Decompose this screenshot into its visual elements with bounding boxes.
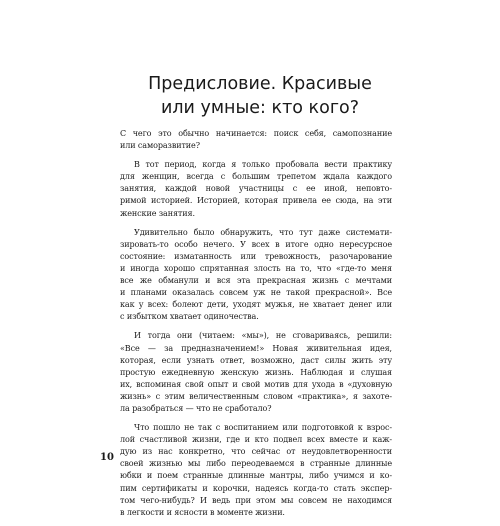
- text-line: Удивительно было обнаружить, что тут даже системати-: [134, 227, 392, 237]
- text-line: женские занятия.: [120, 208, 195, 218]
- page-number: 10: [100, 452, 114, 463]
- text-line: для женщин, всегда с большим трепетом ждала каждого: [120, 172, 392, 182]
- text-line: их, вспоминая свой опыт и свой мотив для ухода в «духовную: [120, 379, 392, 389]
- text-line: все же обманули и вся эта прекрасная жизнь с мечтами: [120, 276, 392, 286]
- text-line: ла разобраться — что не сработало?: [120, 403, 272, 413]
- text-line: как у всех: болеют дети, уходят мужья, не хватает денег или: [120, 300, 392, 310]
- text-line: пим сертификаты и корочки, надеясь когда-то стать экспер-: [120, 483, 392, 493]
- body-text: [120, 128, 392, 526]
- paragraph: [120, 227, 392, 324]
- text-line: зировать-то особо нечего. У всех в итоге одно нересурсное: [120, 239, 392, 249]
- chapter-title-line-1: Предисловие. Красивые: [148, 74, 372, 94]
- text-line: занятия, каждой новой участницы с ее иной, неповто-: [120, 184, 392, 194]
- text-line: с избытком хватает одиночества.: [120, 312, 259, 322]
- text-line: дую из нас конкретно, что сейчас от неудовлетворенности: [120, 447, 392, 457]
- text-line: или саморазвитие?: [120, 141, 200, 151]
- text-line: С чего это обычно начинается: поиск себя, самопознание: [120, 129, 392, 138]
- text-line: том чего-нибудь? И ведь при этом мы совсем не находимся: [120, 495, 392, 505]
- paragraph: [120, 128, 392, 152]
- chapter-title-line-2: или умные: кто кого?: [160, 98, 360, 118]
- text-line: римой историей. Историей, которая привела ее сюда, на эти: [120, 196, 392, 206]
- text-line: И тогда они (читаем: «мы»), не сговариваясь, решили:: [134, 331, 392, 341]
- chapter-title: [100, 72, 420, 120]
- text-line: юбки и поем странные длинные мантры, либо учимся и ко-: [120, 471, 392, 481]
- text-line: жизнь» с этим величественным словом «практика», я захоте-: [120, 391, 392, 401]
- paragraph: [120, 422, 392, 519]
- text-line: состояние: изматанность или тревожность, разочарование: [120, 251, 392, 261]
- text-line: Что пошло не так с воспитанием или подготовкой к взрос-: [134, 423, 392, 433]
- text-line: лой счастливой жизни, где и кто подвел всех вместе и каж-: [120, 435, 392, 445]
- text-line: и иногда хорошо спрятанная злость на то, что «где-то меня: [120, 263, 392, 273]
- paragraph: [120, 330, 392, 415]
- text-line: простую ежедневную женскую жизнь. Наблюдая и слушая: [120, 367, 392, 377]
- paragraph: [120, 159, 392, 219]
- text-line: и планами оказалась совсем уж не такой прекрасной». Все: [120, 288, 392, 298]
- text-line: которая, если узнать ответ, возможно, даст силы жить эту: [120, 355, 392, 365]
- text-line: своей жизнью мы либо переодеваемся в странные длинные: [120, 459, 392, 469]
- text-line: В тот период, когда я только пробовала вести практику: [134, 160, 392, 170]
- text-line: «Все — за предназначением!» Новая живительная идея,: [120, 343, 392, 353]
- text-line: в легкости и ясности в моменте жизни.: [120, 507, 285, 517]
